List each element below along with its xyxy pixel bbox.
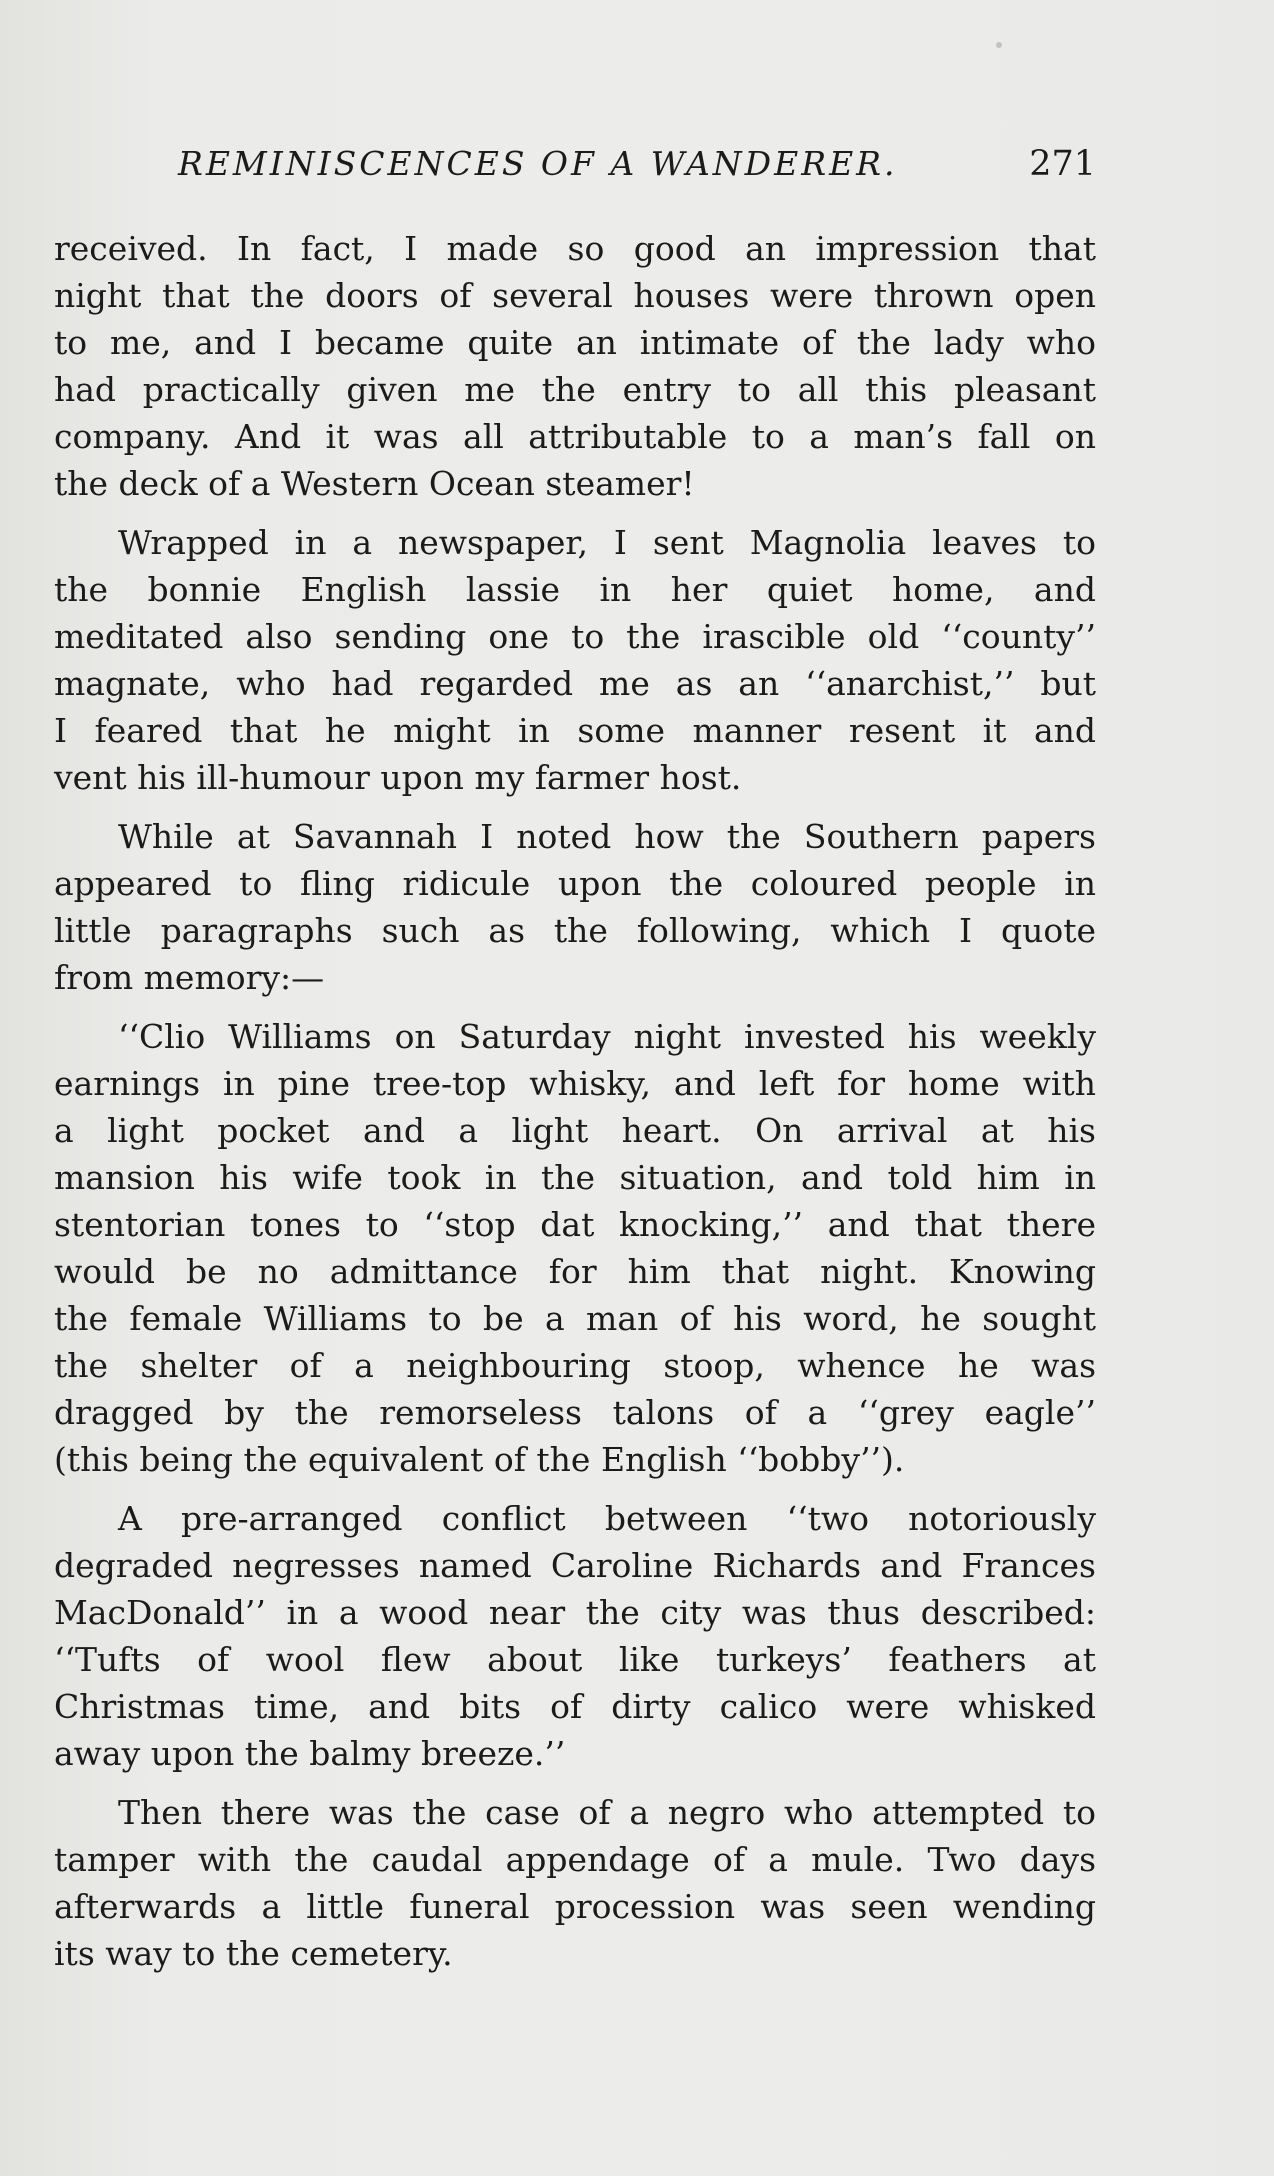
paragraph-6 [54, 1789, 1096, 1977]
text-line: Christmas time, and bits of dirty calico were whisked [54, 1687, 1096, 1726]
text-line: the bonnie English lassie in her quiet home, and [54, 570, 1096, 609]
running-title: REMINISCENCES OF A WANDERER. [178, 144, 898, 183]
text-line: earnings in pine tree-top whisky, and left for home with [54, 1064, 1096, 1103]
text-line: A pre-arranged conflict between ‘‘two notoriously [118, 1499, 1096, 1538]
text-line: dragged by the remorseless talons of a ‘‘grey eagle’’ [54, 1393, 1096, 1432]
text-line: the shelter of a neighbouring stoop, whence he was [54, 1346, 1096, 1385]
text-line: would be no admittance for him that night. Knowing [54, 1252, 1096, 1291]
text-line: vent his ill-humour upon my farmer host. [54, 758, 742, 797]
text-line: (this being the equivalent of the English ‘‘bobby’’). [54, 1440, 905, 1479]
text-line: Wrapped in a newspaper, I sent Magnolia leaves to [118, 523, 1096, 562]
text-line: away upon the balmy breeze.’’ [54, 1734, 566, 1773]
text-line: a light pocket and a light heart. On arrival at his [54, 1111, 1096, 1150]
body-text [54, 225, 1096, 1977]
paper-speck [996, 42, 1002, 48]
text-line: While at Savannah I noted how the Southern papers [118, 817, 1096, 856]
text-line: the deck of a Western Ocean steamer! [54, 464, 695, 503]
text-line: afterwards a little funeral procession was seen wending [54, 1887, 1096, 1926]
paragraph-2 [54, 519, 1096, 801]
page-number: 271 [1029, 144, 1096, 184]
text-line: degraded negresses named Caroline Richards and Frances [54, 1546, 1096, 1585]
text-line: MacDonald’’ in a wood near the city was thus described: [54, 1593, 1096, 1632]
paragraph-1 [54, 225, 1096, 507]
text-line: Then there was the case of a negro who attempted to [118, 1793, 1096, 1832]
paragraph-3 [54, 813, 1096, 1001]
text-line: its way to the cemetery. [54, 1934, 453, 1973]
text-line: stentorian tones to ‘‘stop dat knocking,’’ and that there [54, 1205, 1096, 1244]
running-header [178, 144, 1096, 194]
text-line: night that the doors of several houses were thrown open [54, 276, 1096, 315]
text-line: received. In fact, I made so good an impression that [54, 229, 1096, 268]
text-line: I feared that he might in some manner resent it and [54, 711, 1096, 750]
text-line: tamper with the caudal appendage of a mule. Two days [54, 1840, 1096, 1879]
text-line: had practically given me the entry to all this pleasant [54, 370, 1096, 409]
text-line: to me, and I became quite an intimate of the lady who [54, 323, 1096, 362]
text-line: magnate, who had regarded me as an ‘‘anarchist,’’ but [54, 664, 1096, 703]
text-line: appeared to fling ridicule upon the coloured people in [54, 864, 1096, 903]
text-line: the female Williams to be a man of his word, he sought [54, 1299, 1096, 1338]
text-line: from memory:— [54, 958, 325, 997]
paragraph-4 [54, 1013, 1096, 1483]
text-line: ‘‘Tufts of wool flew about like turkeys’ feathers at [54, 1640, 1096, 1679]
text-line: ‘‘Clio Williams on Saturday night invested his weekly [118, 1017, 1096, 1056]
paragraph-5 [54, 1495, 1096, 1777]
text-line: company. And it was all attributable to a man’s fall on [54, 417, 1096, 456]
text-line: mansion his wife took in the situation, and told him in [54, 1158, 1096, 1197]
text-line: meditated also sending one to the irascible old ‘‘county’’ [54, 617, 1096, 656]
text-line: little paragraphs such as the following, which I quote [54, 911, 1096, 950]
